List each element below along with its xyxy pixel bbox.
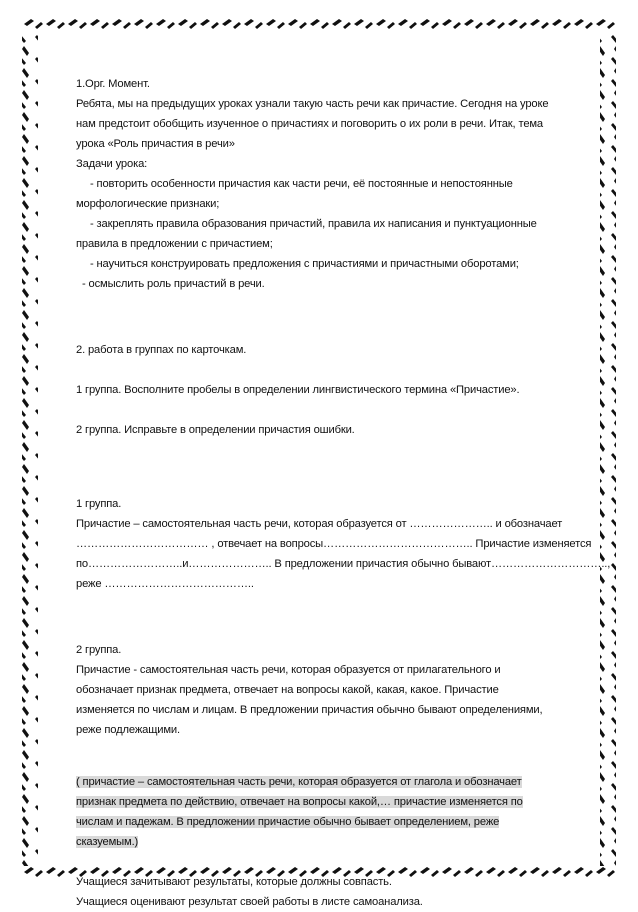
card2-title: 2 группа. bbox=[76, 644, 122, 656]
card2-line: Причастие - самостоятельная часть речи, которая образуется от прилагательного и bbox=[76, 664, 501, 676]
card2-line: реже подлежащими. bbox=[76, 724, 180, 736]
card1-line: Причастие – самостоятельная часть речи, которая образуется от ………………….. и обозначает bbox=[76, 518, 563, 530]
group1-task: 1 группа. Восполните пробелы в определении лингвистического термина «Причастие». bbox=[76, 384, 520, 396]
tasks-label: Задачи урока: bbox=[76, 158, 148, 170]
answer-line bbox=[76, 812, 606, 832]
intro-line: нам предстоит обобщить изученное о причастиях и поговорить о их роли в речи. Итак, тема bbox=[76, 118, 544, 130]
card2-line: изменяется по числам и лицам. В предложении причастия обычно бывают определениями, bbox=[76, 704, 543, 716]
intro-line: Ребята, мы на предыдущих уроках узнали такую часть речи как причастие. Сегодня на уроке bbox=[76, 98, 549, 110]
document-body bbox=[76, 74, 611, 912]
card1-line: реже ………………………………….. bbox=[76, 578, 254, 590]
task-item: - научиться конструировать предложения с причастиями и причастными оборотами; bbox=[90, 258, 519, 270]
closing-line: Учащиеся оценивают результат своей работы в листе самоанализа. bbox=[76, 896, 423, 908]
task-item: правила в предложении с причастием; bbox=[76, 238, 273, 250]
card1-title: 1 группа. bbox=[76, 498, 122, 510]
card1-line: по……………………..и………………….. В предложении причастия обычно бывают………………………….., bbox=[76, 558, 611, 570]
closing-line: Учащиеся зачитывают результаты, которые должны совпасть. bbox=[76, 876, 392, 888]
section2-heading: 2. работа в группах по карточкам. bbox=[76, 344, 247, 356]
group2-task: 2 группа. Исправьте в определении причастия ошибки. bbox=[76, 424, 355, 436]
answer-highlight: признак предмета по действию, отвечает на вопросы какой,… причастие изменяется по bbox=[76, 796, 523, 808]
task-item: морфологические признаки; bbox=[76, 198, 220, 210]
card2-line: обозначает признак предмета, отвечает на вопросы какой, какая, какое. Причастие bbox=[76, 684, 499, 696]
card1-line: ……………………………… , отвечает на вопросы………………………………….. Причастие изменяется bbox=[76, 538, 592, 550]
intro-line: урока «Роль причастия в речи» bbox=[76, 138, 235, 150]
task-item: - закреплять правила образования причастий, правила их написания и пунктуационные bbox=[90, 218, 537, 230]
task-item: - осмыслить роль причастий в речи. bbox=[82, 278, 265, 290]
answer-line bbox=[76, 832, 606, 852]
task-item: - повторить особенности причастия как части речи, её постоянные и непостоянные bbox=[90, 178, 513, 190]
answer-highlight: ( причастие – самостоятельная часть речи, которая образуется от глагола и обозначает bbox=[76, 776, 522, 788]
border-left bbox=[22, 34, 38, 866]
answer-highlight: сказуемым.) bbox=[76, 836, 139, 848]
answer-highlight: числам и падежам. В предложении причастие обычно бывает определением, реже bbox=[76, 816, 500, 828]
answer-line bbox=[76, 792, 606, 812]
section1-heading: 1.Орг. Момент. bbox=[76, 78, 150, 90]
answer-line bbox=[76, 772, 606, 792]
border-top bbox=[22, 18, 616, 34]
